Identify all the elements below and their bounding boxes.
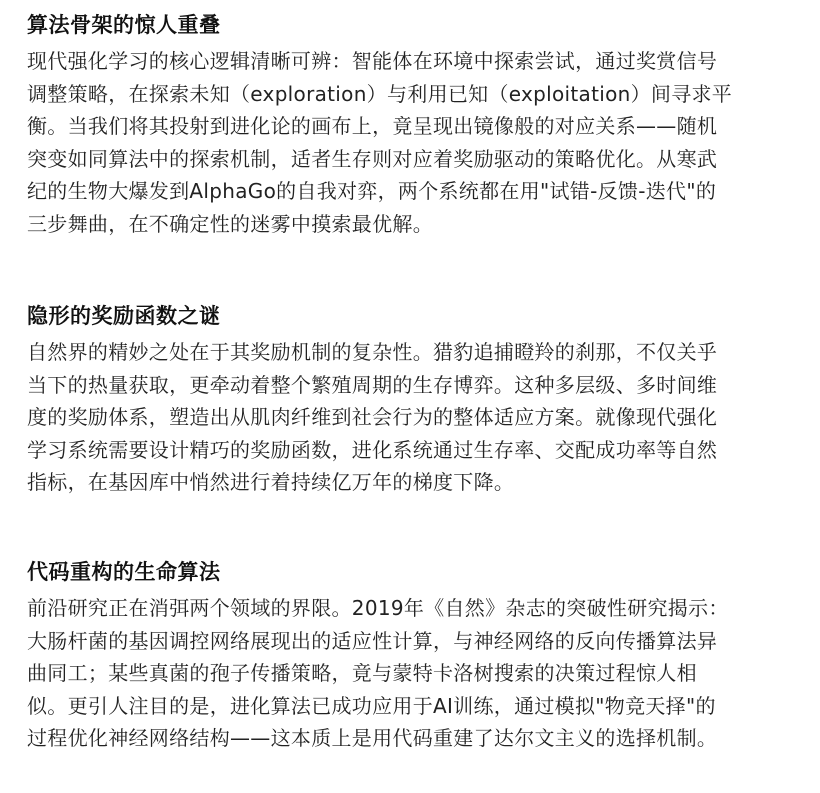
body-line: 过程优化神经网络结构——这本质上是用代码重建了达尔文主义的选择机制。	[27, 726, 718, 751]
section-body	[27, 336, 807, 499]
body-line: 似。更引人注目的是，进化算法已成功应用于AI训练，通过模拟"物竞天择"的	[27, 693, 716, 718]
body-line: 调整策略，在探索未知（exploration）与利用已知（exploitation）间寻求平	[27, 81, 733, 106]
body-line: 现代强化学习的核心逻辑清晰可辨：智能体在环境中探索尝试，通过奖赏信号	[27, 49, 718, 73]
section-life-algorithm	[27, 552, 807, 755]
section-reward-function	[27, 296, 807, 499]
body-line: 纪的生物大爆发到AlphaGo的自我对弈，两个系统都在用"试错-反馈-迭代"的	[27, 179, 717, 204]
body-line: 自然界的精妙之处在于其奖励机制的复杂性。猎豹追捕瞪羚的刹那，不仅关乎	[27, 340, 718, 364]
body-line: 前沿研究正在消弭两个领域的界限。2019年《自然》杂志的突破性研究揭示：	[27, 596, 729, 620]
body-line: 突变如同算法中的探索机制，适者生存则对应着奖励驱动的策略优化。从寒武	[27, 146, 718, 171]
body-line: 学习系统需要设计精巧的奖励函数，进化系统通过生存率、交配成功率等自然	[27, 437, 718, 462]
body-line: 指标，在基因库中悄然进行着持续亿万年的梯度下降。	[27, 470, 515, 495]
section-algorithm-overlap	[27, 5, 807, 241]
section-title: 隐形的奖励函数之谜	[27, 304, 221, 328]
section-body	[27, 592, 807, 755]
body-line: 当下的热量获取，更牵动着整个繁殖周期的生存博弈。这种多层级、多时间维	[27, 372, 718, 397]
body-line: 三步舞曲，在不确定性的迷雾中摸索最优解。	[27, 211, 433, 236]
body-line: 大肠杆菌的基因调控网络展现出的适应性计算，与神经网络的反向传播算法异	[27, 628, 718, 653]
section-title: 算法骨架的惊人重叠	[27, 13, 221, 37]
body-line: 曲同工；某些真菌的孢子传播策略，竟与蒙特卡洛树搜索的决策过程惊人相	[27, 661, 697, 686]
section-title: 代码重构的生命算法	[27, 560, 221, 584]
section-body	[27, 45, 807, 241]
body-line: 度的奖励体系，塑造出从肌肉纤维到社会行为的整体适应方案。就像现代强化	[27, 405, 718, 430]
body-line: 衡。当我们将其投射到进化论的画布上，竟呈现出镜像般的对应关系——随机	[27, 114, 718, 139]
